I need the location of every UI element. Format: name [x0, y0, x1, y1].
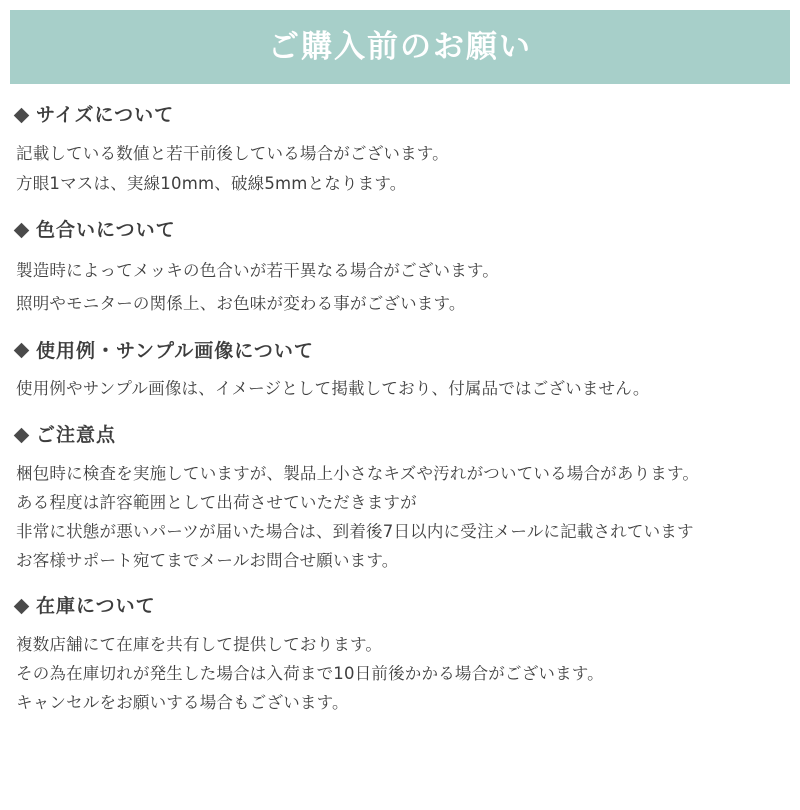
section-stock	[14, 595, 786, 717]
section-body	[14, 139, 786, 199]
section-title: 在庫について	[36, 595, 156, 618]
section-heading	[14, 104, 786, 127]
body-line: 使用例やサンプル画像は、イメージとして掲載しており、付属品ではございません。	[16, 379, 650, 399]
section-heading	[14, 219, 786, 242]
section-title: 使用例・サンプル画像について	[36, 339, 314, 362]
section-title: サイズについて	[36, 104, 175, 126]
section-sample-images	[14, 340, 786, 405]
body-line: お客様サポート宛てまでメールお問合せ願います。	[16, 551, 399, 571]
section-body	[14, 254, 786, 320]
section-body	[14, 630, 786, 717]
body-line: 方眼1マスは、実線10mm、破線5mmとなります。	[16, 173, 407, 193]
section-color	[14, 219, 786, 320]
body-line: 複数店舗にて在庫を共有して提供しております。	[16, 634, 383, 654]
body-line: 非常に状態が悪いパーツが届いた場合は、到着後7日以内に受注メールに記載されています	[16, 522, 694, 542]
diamond-bullet-icon	[14, 428, 30, 444]
notice-content	[0, 104, 800, 717]
section-title: 色合いについて	[36, 218, 176, 241]
diamond-bullet-icon	[14, 599, 30, 615]
section-body	[14, 374, 786, 404]
section-title: ご注意点	[36, 424, 117, 447]
body-line: 記載している数値と若干前後している場合がございます。	[16, 143, 449, 163]
page-banner	[10, 10, 790, 84]
body-line: 照明やモニターの関係上、お色味が変わる事がございます。	[16, 293, 466, 313]
diamond-bullet-icon	[14, 222, 30, 238]
body-line: その為在庫切れが発生した場合は入荷まで10日前後かかる場合がございます。	[16, 663, 604, 683]
body-line: ある程度は許容範囲として出荷させていただきますが	[16, 493, 417, 513]
section-heading	[14, 340, 786, 363]
body-line: 製造時によってメッキの色合いが若干異なる場合がございます。	[16, 260, 499, 280]
page-title: ご購入前のお願い	[268, 28, 532, 65]
body-line: キャンセルをお願いする場合もございます。	[16, 692, 349, 712]
diamond-bullet-icon	[14, 343, 30, 359]
section-caution	[14, 424, 786, 575]
section-heading	[14, 595, 786, 618]
section-heading	[14, 424, 786, 447]
section-body	[14, 459, 786, 575]
body-line: 梱包時に検査を実施していますが、製品上小さなキズや汚れがついている場合があります。	[16, 464, 700, 484]
notice-page	[0, 10, 800, 810]
diamond-bullet-icon	[14, 108, 30, 124]
section-size	[14, 104, 786, 199]
